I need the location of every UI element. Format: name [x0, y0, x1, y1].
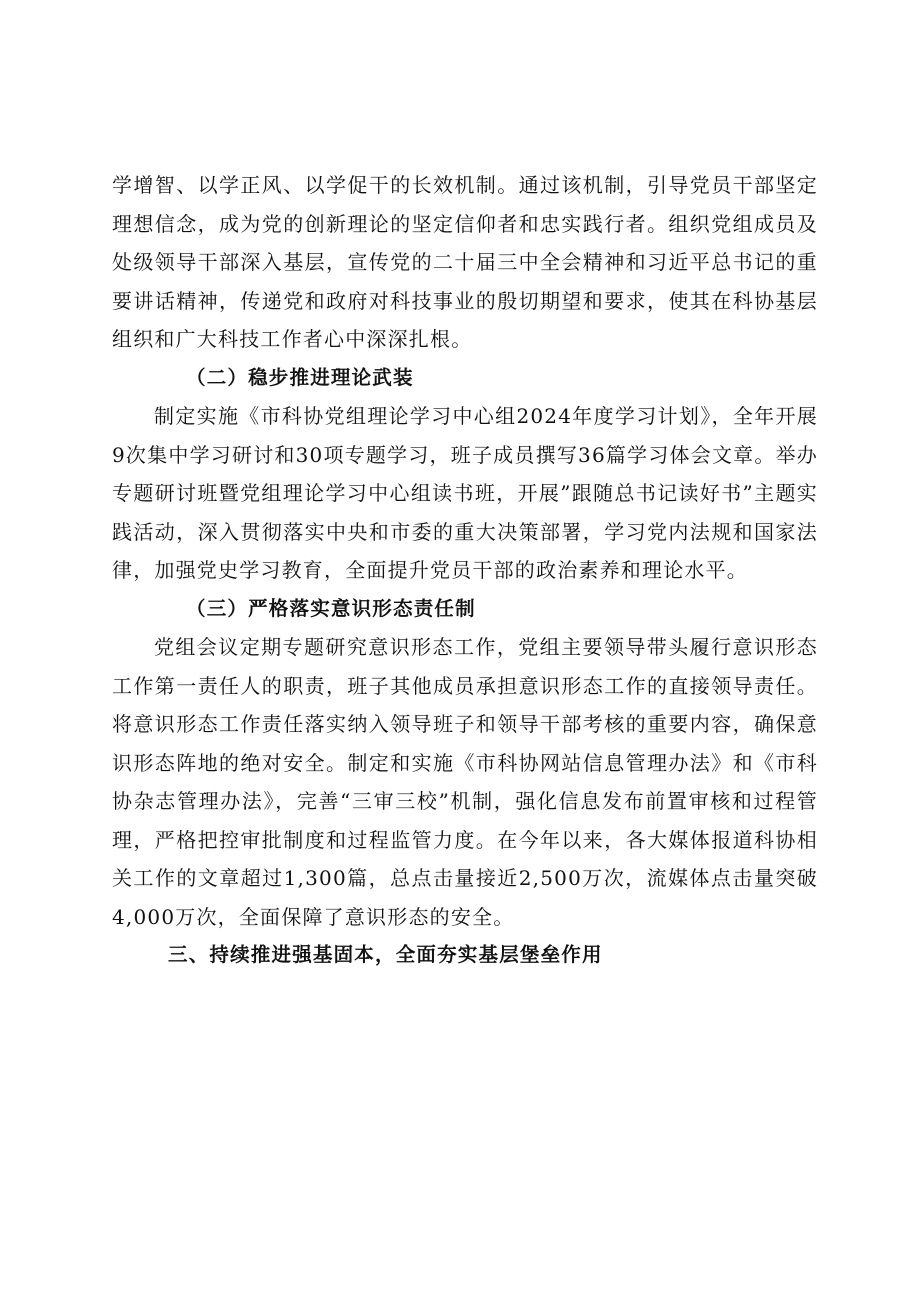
subheading-theory-arming: （二）稳步推进理论武装	[186, 365, 414, 389]
document-body	[112, 166, 818, 975]
section-heading-grassroots: 三、持续推进强基固本，全面夯实基层堡垒作用	[168, 943, 603, 966]
paragraph-ideology-responsibility: 党组会议定期专题研究意识形态工作，党组主要领导带头履行意识形态工作第一责任人的职责，班子其他成员承担意识形态工作的直接领导责任。将意识形态工作责任落实纳入领导班子和领导干部考核的重要内容，确保意识形态阵地的绝对安全。制定和实施《市科协网站信息管理办法》和《市科协杂志管理办法》，完善“三审三校”机制，强化信息发布前置审核和过程管理，严格把控审批制度和过程监管力度。在今年以来，各大媒体报道科协相关工作的文章超过1,300篇，总点击量接近2,500万次，流媒体点击量突破4,000万次，全面保障了意识形态的安全。	[112, 635, 818, 929]
paragraph-continuation: 学增智、以学正风、以学促干的长效机制。通过该机制，引导党员干部坚定理想信念，成为党的创新理论的坚定信仰者和忠实践行者。组织党组成员及处级领导干部深入基层，宣传党的二十届三中全会精神和习近平总书记的重要讲话精神，传递党和政府对科技事业的殷切期望和要求，使其在科协基层组织和广大科技工作者心中深深扎根。	[112, 173, 818, 351]
paragraph-theory-arming: 制定实施《市科协党组理论学习中心组2024年度学习计划》，全年开展9次集中学习研讨和30项专题学习，班子成员撰写36篇学习体会文章。举办专题研讨班暨党组理论学习中心组读书班，开展”跟随总书记读好书”主题实践活动，深入贯彻落实中央和市委的重大决策部署，学习党内法规和国家法律，加强党史学习教育，全面提升党员干部的政治素养和理论水平。	[112, 404, 818, 582]
subheading-ideology-responsibility: （三）严格落实意识形态责任制	[186, 596, 476, 620]
